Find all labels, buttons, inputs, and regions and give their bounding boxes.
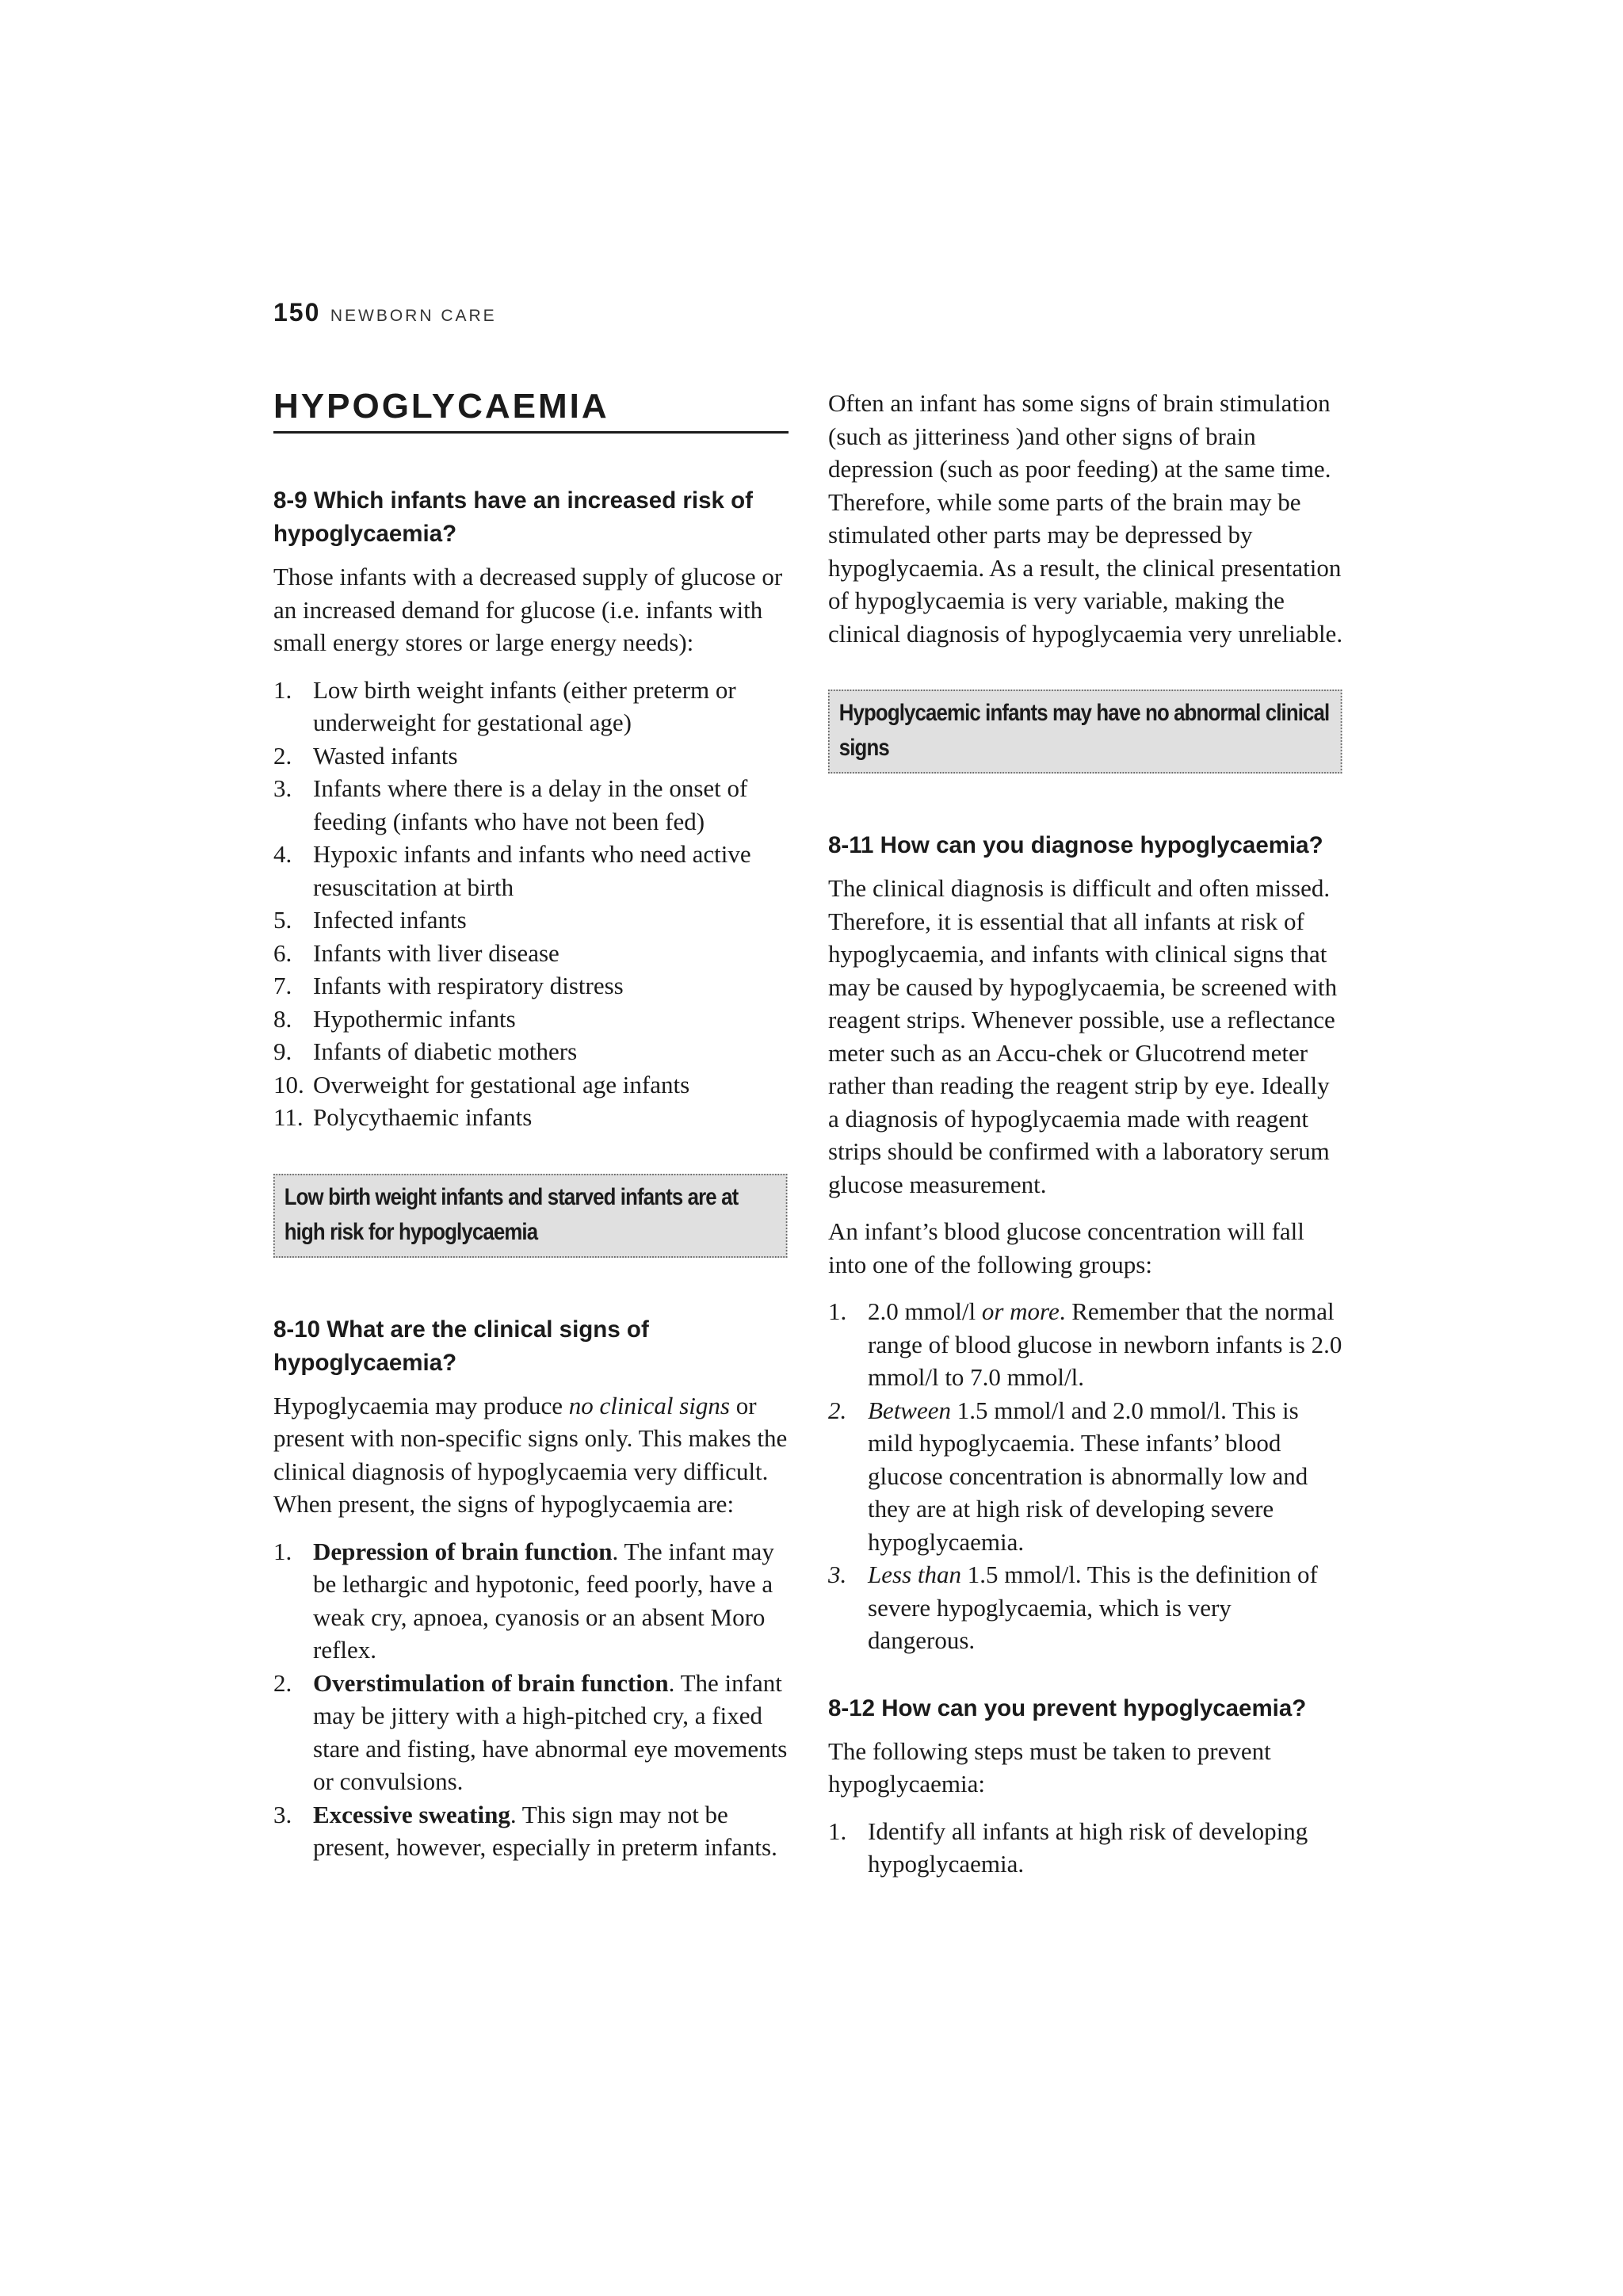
risk-list: [273, 674, 789, 1134]
list-item: 9. Infants of diabetic mothers: [273, 1037, 578, 1065]
list-item: 2. Wasted infants: [273, 741, 458, 770]
right-column: [828, 387, 1343, 1895]
list-item: 3. Infants where there is a delay in the onset of feeding (infants who have not been fed): [273, 774, 748, 835]
page-number: 150: [273, 298, 321, 327]
question-8-9-heading: 8-9 Which infants have an increased risk of hypoglycaemia?: [273, 487, 753, 547]
glucose-groups-intro: An infant’s blood glucose concentration will fall into one of the following groups:: [828, 1217, 1304, 1278]
prevention-intro: The following steps must be taken to prevent hypoglycaemia:: [828, 1736, 1271, 1797]
list-item: 3. Excessive sweating. This sign may not be present, however, especially in preterm infants.: [273, 1800, 777, 1861]
question-8-9-intro: Those infants with a decreased supply of glucose or an increased demand for glucose (i.e. infants with small energy stores or large energy needs):: [273, 563, 783, 656]
running-title: NEWBORN CARE: [330, 307, 497, 325]
list-item: 2. Overstimulation of brain function. The infant may be jittery with a high-pitched cry, a fixed stare and fisting, have abnormal eye movements or convulsions.: [273, 1668, 788, 1795]
running-header: [273, 298, 497, 327]
list-item: 7. Infants with respiratory distress: [273, 972, 624, 999]
list-item: 8. Hypothermic infants: [273, 1004, 516, 1033]
list-item: 4. Hypoxic infants and infants who need active resuscitation at birth: [273, 840, 751, 901]
list-item: 1. Identify all infants at high risk of developing hypoglycaemia.: [828, 1817, 1308, 1878]
left-column: [273, 387, 789, 1878]
list-item: 10. Overweight for gestational age infants: [273, 1070, 690, 1098]
question-8-10-heading: 8-10 What are the clinical signs of hypoglycaemia?: [273, 1316, 649, 1376]
list-item: 1. Depression of brain function. The infant may be lethargic and hypotonic, feed poorly, have a weak cry, apnoea, cyanosis or an absent Moro reflex.: [273, 1537, 774, 1664]
chapter-title: HYPOGLYCAEMIA: [273, 387, 789, 434]
glucose-groups-list: [828, 1295, 1343, 1657]
signs-list: [273, 1535, 789, 1864]
brain-stimulation-paragraph: Often an infant has some signs of brain stimulation (such as jitteriness )and other signs of brain depression (such as poor feeding) at the same time. Therefore, while some parts of the brain may be stimulated other parts may be depressed by hypoglycaemia. As a result, the clinical presentation of hypoglycaemia is very variable, making the clinical diagnosis of hypoglycaemia very unreliable.: [828, 389, 1343, 648]
question-8-10-intro: Hypoglycaemia may produce no clinical signs or present with non-specific signs only. This makes the clinical diagnosis of hypoglycaemia very difficult. When present, the signs of hypoglycaemia are:: [273, 1391, 788, 1518]
list-item: 2. Between 1.5 mmol/l and 2.0 mmol/l. This is mild hypoglycaemia. These infants’ blood glucose concentration is abnormally low and they are at high risk of developing severe hypoglycaemia.: [828, 1396, 1308, 1556]
question-8-12-heading: 8-12 How can you prevent hypoglycaemia?: [828, 1694, 1307, 1721]
prevention-list: [828, 1815, 1343, 1881]
callout-box: Hypoglycaemic infants may have no abnormal clinical signs: [828, 690, 1342, 774]
list-item: 1. 2.0 mmol/l or more. Remember that the normal range of blood glucose in newborn infants is 2.0 mmol/l to 7.0 mmol/l.: [828, 1297, 1342, 1391]
list-item: 5. Infected infants: [273, 906, 467, 934]
list-item: 6. Infants with liver disease: [273, 938, 559, 967]
list-item: 11. Polycythaemic infants: [273, 1103, 533, 1131]
callout-box: Low birth weight infants and starved infants are at high risk for hypoglycaemia: [273, 1174, 787, 1258]
question-8-11-heading: 8-11 How can you diagnose hypoglycaemia?: [828, 832, 1323, 858]
diagnosis-paragraph: The clinical diagnosis is difficult and often missed. Therefore, it is essential that all infants at risk of hypoglycaemia, and infants with clinical signs that may be caused by hypoglycaemia, be screened with reagent strips. Whenever possible, use a reflectance meter such as an Accu-chek or Glucotrend meter rather than reading the reagent strip by eye. Ideally a diagnosis of hypoglycaemia made with reagent strips should be confirmed with a laboratory serum glucose measurement.: [828, 874, 1338, 1198]
list-item: 1. Low birth weight infants (either preterm or underweight for gestational age): [273, 675, 736, 736]
list-item: 3. Less than 1.5 mmol/l. This is the definition of severe hypoglycaemia, which is very dangerous.: [828, 1561, 1318, 1654]
